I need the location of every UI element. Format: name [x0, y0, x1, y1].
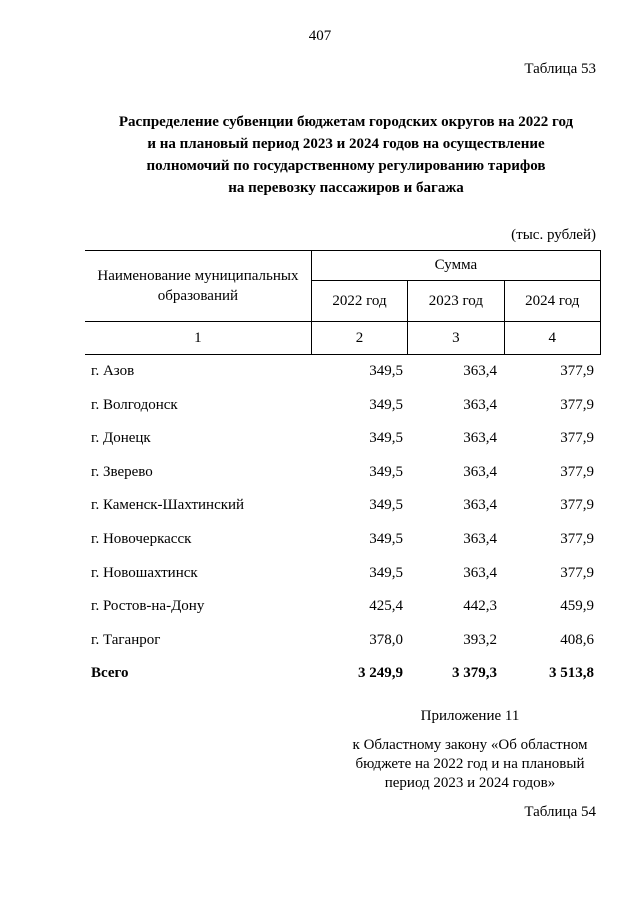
row-name: г. Новошахтинск [91, 564, 198, 581]
row-value-2023: 442,3 [463, 598, 497, 615]
appendix-block [340, 707, 600, 793]
total-label: Всего [91, 665, 129, 682]
row-value-2024: 408,6 [560, 631, 594, 648]
row-name: г. Ростов-на-Дону [91, 598, 205, 615]
row-value-2024: 377,9 [560, 430, 594, 447]
row-value-2024: 377,9 [560, 564, 594, 581]
row-name: г. Волгодонск [91, 396, 178, 413]
table-body [85, 355, 601, 691]
header-name-column: Наименование муниципальных образований [85, 251, 311, 322]
row-value-2023: 363,4 [463, 430, 497, 447]
table-row [85, 523, 601, 557]
row-value-2022: 349,5 [369, 363, 403, 379]
appendix-title: Приложение 11 [420, 708, 520, 724]
header-year-2022: 2022 год [311, 281, 407, 322]
header-sum: Сумма [311, 251, 600, 281]
row-name: г. Новочеркасск [91, 530, 192, 547]
row-value-2024: 459,9 [560, 598, 594, 615]
table-row [85, 590, 601, 624]
row-value-2024: 377,9 [560, 396, 594, 413]
row-value-2023: 363,4 [463, 396, 497, 413]
appendix-line: к Областному закону «Об областном [352, 737, 588, 753]
row-value-2022: 349,5 [369, 430, 403, 447]
header-col-number: 2 [311, 322, 407, 355]
table-row [85, 456, 601, 490]
header-col-number: 1 [85, 322, 311, 355]
table-header [85, 250, 601, 355]
row-value-2022: 349,5 [369, 497, 403, 514]
row-value-2024: 377,9 [560, 497, 594, 514]
row-value-2022: 349,5 [369, 463, 403, 480]
page-number: 407 [308, 28, 332, 44]
row-value-2022: 349,5 [369, 564, 403, 581]
row-value-2022: 349,5 [369, 396, 403, 413]
row-name: г. Каменск-Шахтинский [91, 497, 245, 514]
row-value-2023: 363,4 [463, 530, 497, 547]
table-label-53: Таблица 53 [524, 61, 596, 77]
table-row [85, 355, 601, 389]
header-year-2024: 2024 год [504, 281, 600, 322]
table-title [80, 111, 612, 199]
total-row [85, 657, 601, 691]
table-row [85, 489, 601, 523]
appendix-line: бюджете на 2022 год и на плановый [355, 756, 585, 772]
row-value-2022: 378,0 [369, 631, 403, 648]
row-value-2023: 363,4 [463, 497, 497, 514]
title-line: Распределение субвенции бюджетам городских округов на 2022 год [118, 114, 574, 130]
header-col-number: 3 [408, 322, 504, 355]
row-value-2023: 363,4 [463, 363, 497, 379]
row-value-2024: 377,9 [560, 530, 594, 547]
total-value-2022: 3 249,9 [358, 665, 403, 682]
title-line: и на плановый период 2023 и 2024 годов на осуществление [147, 136, 545, 152]
table-row [85, 422, 601, 456]
row-name: г. Таганрог [91, 631, 161, 648]
row-value-2022: 425,4 [369, 598, 403, 615]
title-line: на перевозку пассажиров и багажа [228, 180, 464, 196]
table-row [85, 557, 601, 591]
row-value-2023: 363,4 [463, 463, 497, 480]
total-value-2024: 3 513,8 [549, 665, 594, 682]
title-line: полномочий по государственному регулированию тарифов [146, 158, 546, 174]
header-year-2023: 2023 год [408, 281, 504, 322]
row-name: г. Донецк [91, 430, 151, 447]
row-value-2023: 393,2 [463, 631, 497, 648]
row-name: г. Азов [91, 363, 135, 379]
row-value-2023: 363,4 [463, 564, 497, 581]
row-name: г. Зверево [91, 463, 153, 480]
table-row [85, 624, 601, 658]
row-value-2024: 377,9 [560, 463, 594, 480]
total-value-2023: 3 379,3 [452, 665, 497, 682]
row-value-2022: 349,5 [369, 530, 403, 547]
row-value-2024: 377,9 [560, 363, 594, 379]
header-col-number: 4 [504, 322, 600, 355]
appendix-line: период 2023 и 2024 годов» [384, 775, 556, 791]
units-label: (тыс. рублей) [511, 227, 596, 243]
table-row [85, 389, 601, 423]
table-label-54: Таблица 54 [524, 804, 596, 820]
